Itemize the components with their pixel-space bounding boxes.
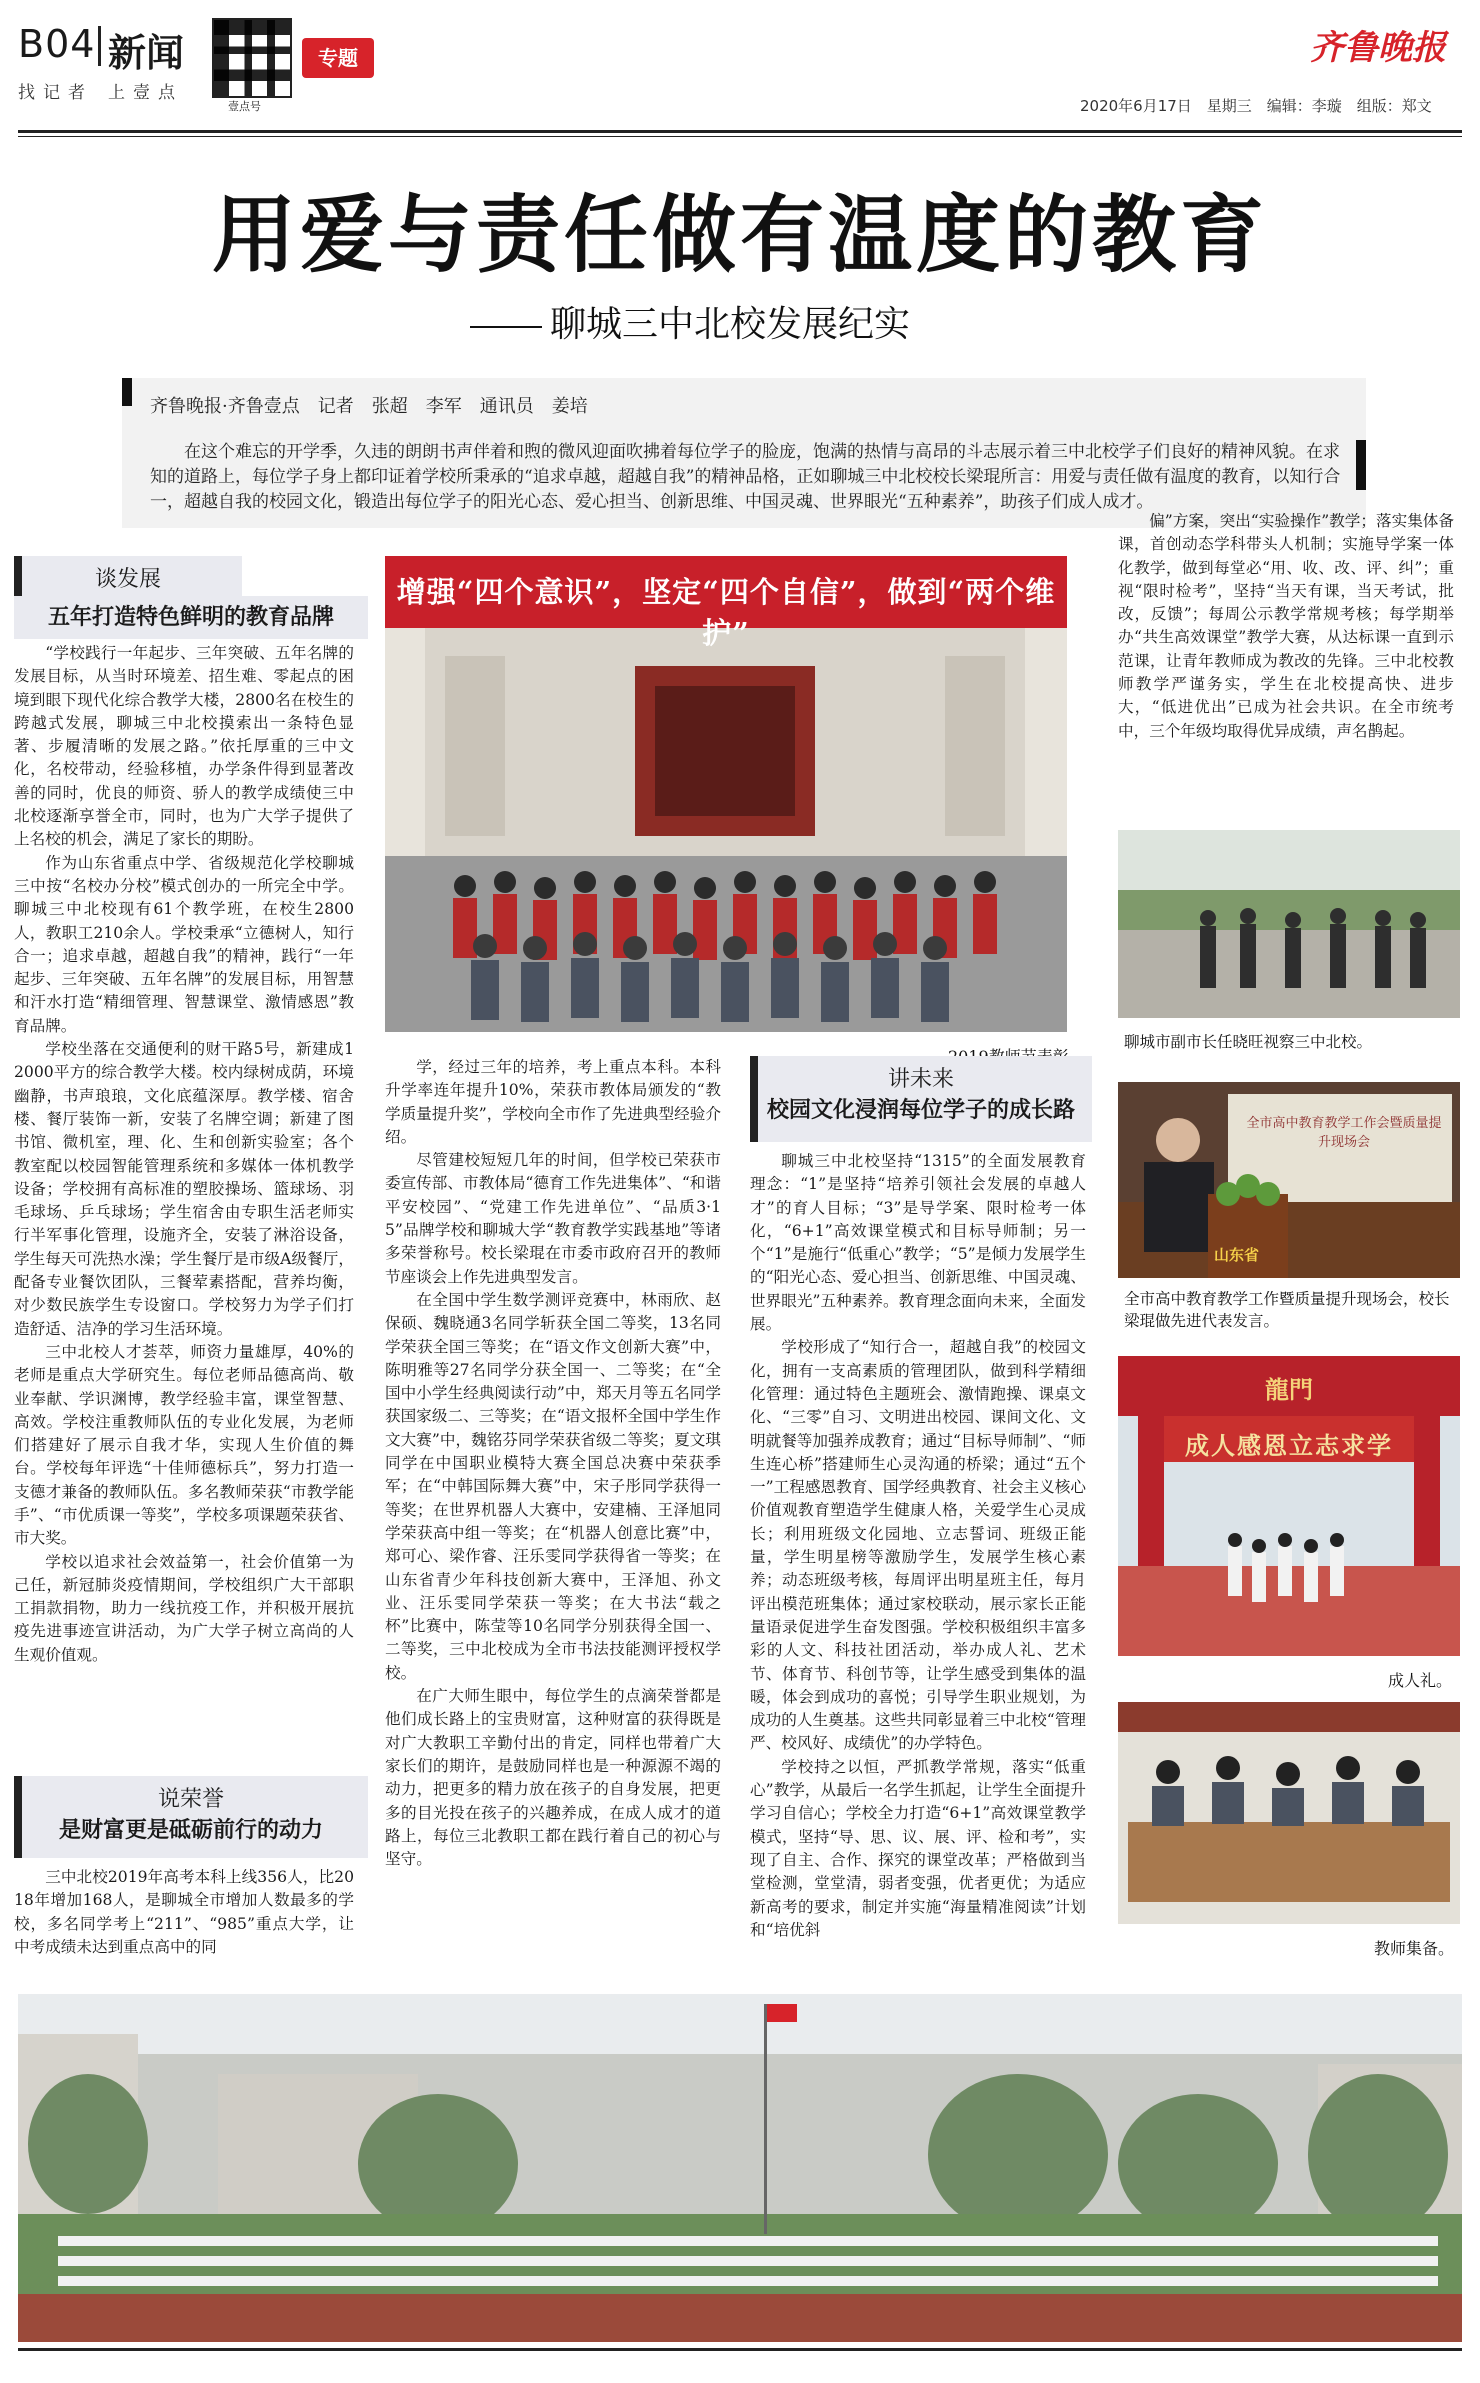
paragraph: 作为山东省重点中学、省级规范化学校聊城三中按“名校办分校”模式创办的一所完全中学。聊城三中北校现有61个教学班，在校生2800人，教职工210余人。学校秉承“立德树人，知行合一；追求卓越，超越自我”的精神，践行“一年起步、三年突破、五年名牌”的发展目标，用智慧和汗水打造“精细管理、智慧课堂、激情感恩”教育品牌。 [14,853,354,1035]
caption-coming-of-age: 成人礼。 [1388,1671,1453,1690]
dateline: 2020年6月17日 星期三 编辑：李璇 组版：郑文 [1080,97,1432,115]
section-bar [750,1056,758,1142]
paragraph: 三中北校人才荟萃，师资力量雄厚，40%的老师是重点大学研究生。每位老师品德高尚、敬业奉献、学识渊博，教学经验丰富，课堂智慧、高效。学校注重教师队伍的专业化发展，为老师们搭建好了展示自我才华，实现人生价值的舞台。学校每年评选“十佳师德标兵”，努力打造一支德才兼备的教师队伍。多名教师荣获“市教学能手”、“市优质课一等奖”，学校多项课题荣获省、市大奖。 [14,1342,354,1548]
photo-teachers-day [385,556,1067,1032]
paragraph: 尽管建校短短几年的时间，但学校已荣获市委宣传部、市教体局“德育工作先进集体”、“和谐平安校园”、“党建工作先进单位”、“品质3·15”品牌学校和聊城大学“教育教学实践基地”等诸多荣誉称号。校长梁琨在市委市政府召开的教师节座谈会上作先进典型发言。 [385,1151,721,1286]
vice-mayor-illustration [1118,830,1460,1018]
qr-code-icon [212,18,292,98]
section-title: 校园文化浸润每位学子的成长路 [766,1097,1075,1123]
masthead-sub-right: 上壹点 [108,83,183,103]
photo-coming-of-age [1118,1356,1460,1656]
paragraph: “学校践行一年起步、三年突破、五年名牌的发展目标，从当时环境差、招生难、零起点的困境到眼下现代化综合教学大楼，2800名在校生的跨越式发展，聊城三中北校摸索出一条特色显著、步履清晰的发展之路。”依托厚重的三中文化，名校带动，经验移植，办学条件得到显著改善的同时，优良的师资、骄人的教学成绩使三中北校逐渐享誉全市，同时，也为广大学子提供了上名校的机会，满足了家长的期盼。 [14,644,354,849]
top-rule-thin [18,136,1462,137]
column-1-text [14,642,354,1770]
column-3-text [750,1150,1086,1970]
caption-conference: 全市高中教育教学工作暨质量提升现场会，校长梁琨做先进代表发言。 [1124,1290,1450,1330]
paragraph: 学校以追求社会效益第一，社会价值第一为己任，新冠肺炎疫情期间，学校组织广大干部职工捐款捐物，助力一线抗疫工作，并积极开展抗疫先进事迹宣讲活动，为广大学子树立高尚的人生观价值观。 [14,1552,354,1664]
bottom-rule [18,2348,1462,2351]
column-2-text [385,1056,721,1976]
caption-teacher-meeting: 教师集备。 [1374,1939,1455,1958]
masthead-divider [98,26,101,66]
photo-teacher-meeting [1118,1702,1460,1924]
gate-banner: 成人感恩立志求学 [1185,1431,1393,1460]
conference-podium-text: 山东省 [1214,1246,1260,1264]
paragraph: 聊城三中北校坚持“1315”的全面发展教育理念：“1”是坚持“培养引领社会发展的卓越人才”的育人目标；“3”是导学案、限时检考一体化，“6+1”高效课堂模式和目标导师制；另一个“1”是施行“低重心”教学；“5”是倾力发展学生的“阳光心态、爱心担当、创新思维、中国灵魂、世界眼光”五种素养。教育理念面向未来，全面发展。 [750,1152,1086,1334]
subhead-dash [470,326,542,328]
section-header-honor [14,1776,368,1858]
campus-panorama-illustration [18,1994,1462,2342]
column-4-text [1118,510,1454,810]
subhead-text: 聊城三中北校发展纪实 [550,304,911,345]
paragraph: 学校坐落在交通便利的财干路5号，新建成12000平方的综合教学大楼。校内绿树成荫，环境幽静，书声琅琅，文化底蕴深厚。教学楼、宿舍楼、餐厅装饰一新，安装了名牌空调；新建了图书馆、微机室，理、化、生和创新实验室；各个教室配以校园智能管理系统和多媒体一体机教学设备；学校拥有高标准的塑胶操场、篮球场、羽毛球场、乒乓球场；学生宿舍由专职生活老师实行半军事化管理，设施齐全，安装了淋浴设备，学生每天可洗热水澡；学生餐厅是市级A级餐厅，配备专业餐饮团队，三餐荤素搭配，营养均衡，对少数民族学生专设窗口。学校努力为学子们打造舒适、洁净的学习生活环境。 [14,1040,354,1338]
photo-conference [1118,1082,1460,1278]
lead-bar-right [1356,440,1366,490]
page-code: B04 [18,22,96,66]
lead-bar-left [122,378,132,406]
paragraph: 学，经过三年的培养，考上重点本科。本科升学率连年提升10%，荣获市教体局颁发的“教学质量提升奖”，学校向全市作了先进典型经验介绍。 [385,1058,721,1146]
gate-sign: 龍門 [1265,1375,1313,1404]
section-kicker: 讲未来 [887,1067,954,1092]
photo-campus-panorama [18,1994,1462,2342]
section-kicker: 说荣誉 [157,1787,224,1812]
paragraph: 学校形成了“知行合一，超越自我”的校园文化，拥有一支高素质的管理团队，做到科学精细化管理：通过特色主题班会、激情跑操、课桌文化、“三零”自习、文明进出校园、课间文化、文明就餐等加强养成教育；通过“目标导师制”、“师生连心桥”搭建师生心灵沟通的桥梁；通过“五个一”工程感恩教育、国学经典教育、社会主义核心价值观教育塑造学生健康人格，关爱学生心灵成长；利用班级文化园地、立志誓词、班级正能量，学生明星榜等激励学生，发展学生核心素养；动态班级考核，每周评出明星班主任，每月评出模范班集体；通过家校联动，展示家长正能量语录促进学生奋发图强。学校积极组织丰富多彩的人文、科技社团活动，举办成人礼、艺术节、体育节、科创节等，让学生感受到集体的温暖，体会到成功的喜悦；引导学生职业规划，为成功的人生奠基。这些共同彰显着三中北校“管理严、校风好、成绩优”的办学特色。 [750,1338,1086,1753]
red-banner-text: 增强“四个意识”，坚定“四个自信”，做到“两个维护” [396,575,1056,650]
newspaper-logo: 齐鲁晚报 [1310,28,1446,68]
teacher-meeting-illustration [1118,1702,1460,1924]
section-header-future [750,1056,1092,1142]
top-rule [18,130,1462,133]
section-title-development: 五年打造特色鲜明的教育品牌 [14,596,368,639]
paragraph: 三中北校2019年高考本科上线356人，比2018年增加168人，是聊城全市增加人数最多的学校，多名同学考上“211”、“985”重点大学，让中考成绩未达到重点高中的同 [14,1868,354,1956]
paragraph: 在全国中学生数学测评竞赛中，林雨欣、赵保硕、魏晓通3名同学斩获全国二等奖，13名同学荣获全国三等奖；在“语文作文创新大赛”中，陈明雅等27名同学分获全国一、二等奖；在“全国中小学生经典阅读行动”中，郑天月等五名同学获国家级二、三等奖；在“语文报杯全国中学生作文大赛”中，魏铭芬同学荣获省级二等奖；夏文琪同学在中国职业模特大赛全国总决赛中荣获季军；在“中韩国际舞大赛”中，宋子彤同学获得一等奖；在世界机器人大赛中，安建楠、王泽旭同学荣获高中组一等奖；在“机器人创意比赛”中，郑可心、梁作睿、汪乐雯同学获得省一等奖；在山东省青少年科技创新大赛中，王泽旭、孙文业、汪乐雯同学荣获一等奖；在大书法“载之杯”比赛中，陈莹等10名同学分别获得全国一、二等奖，三中北校成为全市书法技能测评授权学校。 [385,1290,721,1682]
subheadline [470,296,1030,347]
qr-label: 壹点号 [228,100,261,113]
headline: 用爱与责任做有温度的教育 [211,185,1268,284]
column-1b-text [14,1866,354,1960]
section-bar [14,1776,22,1858]
section-title: 是财富更是砥砺前行的动力 [58,1817,323,1843]
photo-vice-mayor [1118,830,1460,1018]
topic-tag: 专题 [302,38,374,78]
section-kicker: 谈发展 [94,567,161,592]
conference-screen-text: 全市高中教育教学工作会暨质量提升现场会 [1246,1116,1442,1150]
paragraph: 学校持之以恒，严抓教学常规，落实“低重心”教学，从最后一名学生抓起，让学生全面提升学习自信心；学校全力打造“6+1”高效课堂教学模式，坚持“导、思、议、展、评、检和考”，实现了自主、合作、探究的课堂改革；严格做到当堂检测，堂堂清，弱者变强，优者更优；为适应新高考的要求，制定并实施“海量精准阅读”计划和“培优斜 [750,1757,1086,1939]
byline: 齐鲁晚报·齐鲁壹点 记者 张超 李军 通讯员 姜培 [150,396,588,417]
caption-vice-mayor: 聊城市副市长任晓旺视察三中北校。 [1124,1033,1373,1051]
masthead-sub-left: 找记者 [18,83,93,103]
paragraph: 在广大师生眼中，每位学生的点滴荣誉都是他们成长路上的宝贵财富，这种财富的获得既是对广大教职工辛勤付出的肯定，同样也带着广大家长们的期许，是鼓励同样也是一种源源不竭的动力，把更多的精力放在孩子的自身发展，把更多的目光投在孩子的兴趣养成，在成人成才的道路上，每位三北教职工都在践行着自己的初心与坚守。 [385,1687,721,1869]
paragraph: 偏”方案，突出“实验操作”教学；落实集体备课，首创动态学科带头人机制；实施导学案一体化教学，做到每堂必“用、收、改、评、纠”；重视“限时检考”，坚持“当天有课，当天考试，批改，反馈”；每周公示教学常规考核；每学期举办“共生高效课堂”教学大赛，从达标课一直到示范课，让青年教师成为教改的先锋。三中北校教师教学严谨务实，学生在北校提高快、进步大，“低进优出”已成为社会共识。在全市统考中，三个年级均取得优异成绩，声名鹊起。 [1118,512,1454,740]
lead-paragraph: 在这个难忘的开学季，久违的朗朗书声伴着和煦的微风迎面吹拂着每位学子的脸庞，饱满的热情与高昂的斗志展示着三中北校学子们良好的精神风貌。在求知的道路上，每位学子身上都印证着学校所秉承的“追求卓越，超越自我”的精神品格，正如聊城三中北校校长梁琨所言：用爱与责任做有温度的教育，以知行合一，超越自我的校园文化，锻造出每位学子的阳光心态、爱心担当、创新思维、中国灵魂、世界眼光“五种素养”，助孩子们成人成才。 [150,442,1341,512]
section-name: 新闻 [108,31,185,75]
